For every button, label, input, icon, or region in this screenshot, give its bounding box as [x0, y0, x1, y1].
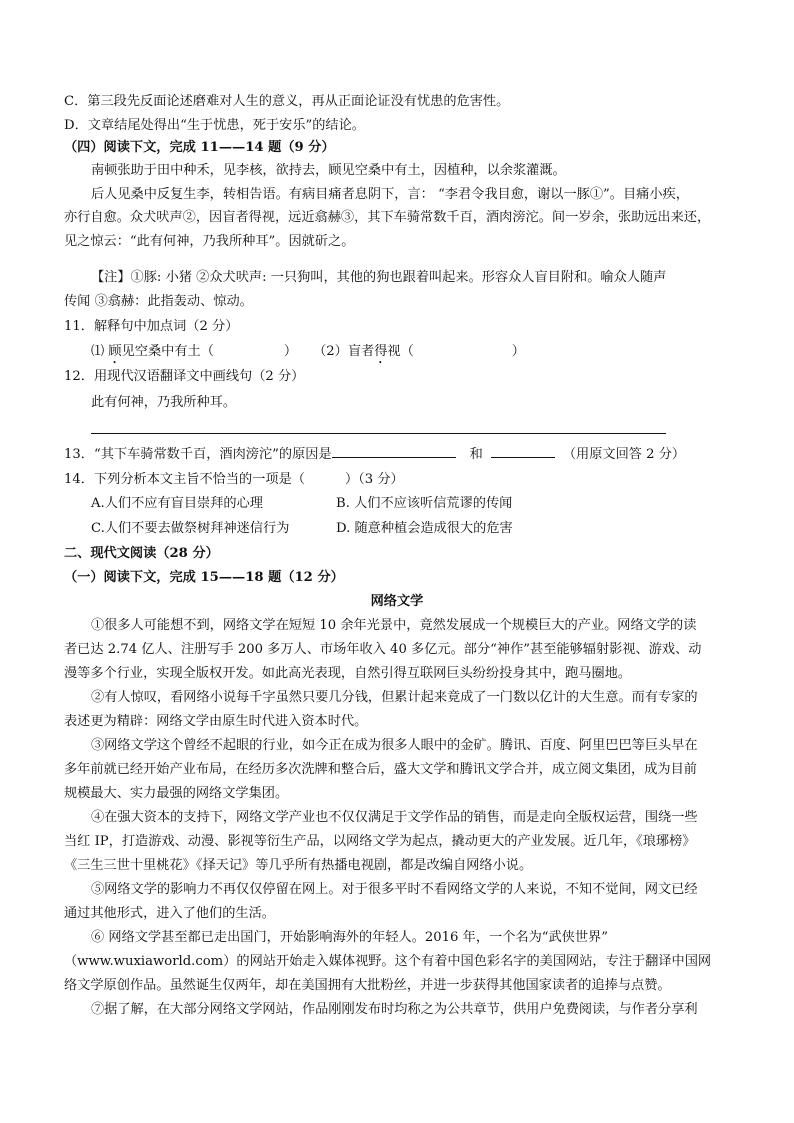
answer-blank[interactable] — [214, 341, 284, 355]
article-line: ①很多人可能想不到，网络文学在短短 10 余年光景中，竟然发展成一个规模巨大的产业。网络文学的读 — [91, 618, 697, 633]
article-line: 漫等多个行业，实现全版权开发。如此高光表现，自然引得互联网巨头纷纷投身其中，跑马圈地。 — [64, 666, 632, 681]
article-line: 者已达 2.74 亿人、注册写手 200 多万人、市场年收入 40 多亿元。部分“神作”甚至能够辐射影视、游戏、动 — [64, 642, 702, 657]
article-line: 当红 IP，打造游戏、动漫、影视等衍生产品，以网络文学为起点，撬动更大的产业发展。近几年，《琅琊榜》 — [64, 834, 696, 849]
option-d: D. 随意种植会造成很大的危害 — [336, 521, 513, 536]
option-b: B. 人们不应该听信荒谬的传闻 — [336, 496, 513, 511]
annotation-note: 传闻 ③翕赫：此指轰动、惊动。 — [64, 294, 253, 309]
section-2-1-heading: （一）阅读下文，完成 15——18 题（12 分） — [64, 570, 344, 585]
article-line: ④在强大资本的支持下，网络文学产业也不仅仅满足于文学作品的销售，而是走向全版权运营，围绕一些 — [91, 810, 698, 825]
article-line: （www.wuxiaworld.com）的网站开始走入媒体视野。这个有着中国色彩名字的美国网站，专注于翻译中国网 — [64, 954, 712, 969]
answer-blank[interactable] — [305, 469, 345, 483]
article-line: 多年前就已经开始产业布局，在经历多次洗牌和整合后，盛大文学和腾讯文学合并，成立阅文集团，成为目前 — [64, 762, 697, 777]
section-4-heading: （四）阅读下文，完成 11——14 题（9 分） — [64, 140, 335, 155]
article-title: 网络文学 — [370, 594, 424, 609]
annotation-note: 【注】①豚: 小猪 ②众犬吠声: 一只狗叫，其他的狗也跟着叫起来。形容众人盲目附和。喻众人随声 — [91, 270, 667, 285]
question-14: 14．下列分析本文主旨不恰当的一项是（ ）（3 分） — [64, 469, 404, 490]
passage-line: 亦行自愈。众犬吠声②，因盲者得视，远近翕赫③，其下车骑常数千百，酒肉滂沱。间一岁余，张助远出来还， — [64, 210, 711, 225]
article-line: 《三生三世十里桃花》《择天记》等几乎所有热播电视剧，都是改编自网络小说。 — [64, 858, 533, 873]
answer-blank[interactable] — [491, 443, 555, 458]
article-line: ⑥ 网络文学甚至都已走出国门，开始影响海外的年轻人。2016 年，一个名为“武侠世界” — [91, 930, 608, 945]
option-d: D．文章结尾处得出“生于忧患，死于安乐”的结论。 — [64, 118, 365, 133]
dotted-word: 顾 — [108, 344, 122, 359]
passage-line: 后人见桑中反复生李，转相告语。有病目痛者息阴下，言： “李君令我目愈，谢以一豚①”。目痛小疾， — [91, 187, 689, 202]
answer-line[interactable] — [91, 433, 666, 434]
article-line: ②有人惊叹，看网络小说每千字虽然只要几分钱，但累计起来竟成了一门数以亿计的大生意。而有专家的 — [91, 690, 698, 705]
passage-line: 南顿张助于田中种禾，见李核，欲持去，顾见空桑中有土，因植种，以余浆灌溉。 — [91, 163, 566, 178]
option-c: C．第三段先反面论述磨难对人生的意义，再从正面论证没有忧患的危害性。 — [64, 94, 510, 109]
article-line: 表述更为精辟：网络文学由原生时代进入资本时代。 — [64, 714, 368, 729]
question-12-sentence: 此有何神，乃我所种耳。 — [91, 395, 237, 410]
passage-line: 见之惊云：“此有何神，乃我所种耳”。因就斫之。 — [64, 234, 355, 249]
section-2-heading: 二、现代文阅读（28 分） — [64, 546, 219, 561]
question-13: 13．“其下车骑常数千百，酒肉滂沱”的原因是 和 （用原文回答 2 分） — [64, 443, 685, 465]
article-line: ⑦据了解，在大部分网络文学网站，作品刚刚发布时均称之为公共章节，供用户免费阅读，与作者分享利 — [91, 1002, 698, 1017]
article-line: 通过其他形式，进入了他们的生活。 — [64, 906, 275, 921]
question-11-items: ⑴ 顾见空桑中有土（ ） （2）盲者得视（ ） — [91, 341, 525, 367]
question-12: 12．用现代汉语翻译文中画线句（2 分） — [64, 369, 305, 384]
dotted-word: 得 — [374, 344, 388, 359]
option-c: C.人们不要去做祭树拜神迷信行为 — [91, 521, 290, 536]
option-a: A.人们不应有盲目崇拜的心理 — [91, 496, 263, 511]
answer-blank[interactable] — [332, 443, 456, 458]
question-11: 11．解释句中加点词（2 分） — [64, 319, 239, 334]
article-line: ⑤网络文学的影响力不再仅仅停留在网上。对于很多平时不看网络文学的人来说，不知不觉间，网文已经 — [91, 882, 698, 897]
article-line: 规模最大、实力最强的网络文学集团。 — [64, 786, 289, 801]
answer-blank[interactable] — [414, 341, 512, 355]
article-line: 络文学原创作品。虽然诞生仅两年，却在美国拥有大批粉丝，并进一步获得其他国家读者的追捧与点赞。 — [64, 978, 671, 993]
article-line: ③网络文学这个曾经不起眼的行业，如今正在成为很多人眼中的金矿。腾讯、百度、阿里巴巴等巨头早在 — [91, 738, 698, 753]
